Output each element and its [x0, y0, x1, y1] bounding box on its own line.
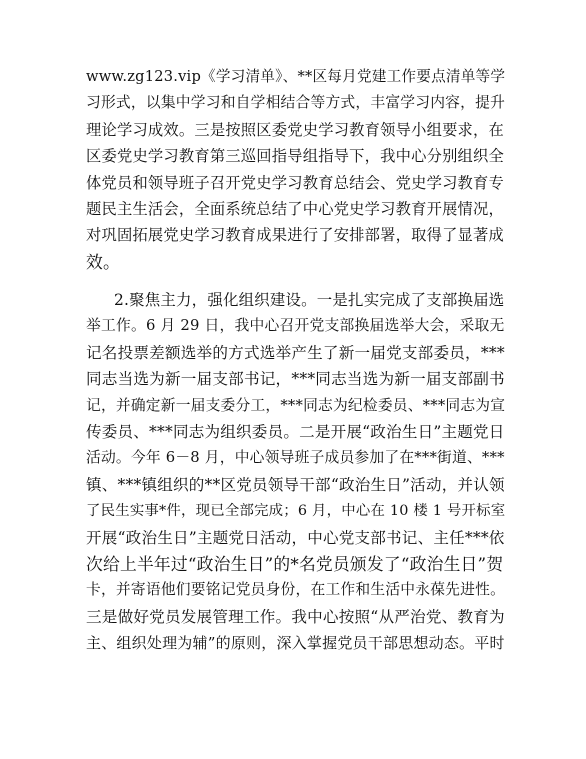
paragraph-1-line: 区委党史学习教育第三巡回指导组指导下，我中心分别组织全 [86, 147, 504, 166]
paragraph-1-line: 理论学习成效。三是按照区委党史学习教育领导小组要求，在 [86, 120, 504, 139]
paragraph-2-line: 2.聚焦主力，强化组织建设。一是扎实完成了支部换届选 [114, 291, 505, 309]
paragraph-2-line: 同志当选为新一届支部书记，***同志当选为新一届支部副书 [86, 370, 505, 389]
paragraph-2-line: 次给上半年过“政治生日”的*名党员颁发了“政治生日”贺 [86, 553, 504, 574]
paragraph-2-line: 主、组织处理为辅”的原则，深入掌握党员干部思想动态。平时 [86, 634, 505, 653]
paragraph-1-line: 习形式，以集中学习和自学相结合等方式，丰富学习内容，提升 [86, 94, 506, 112]
paragraph-2 [86, 287, 504, 656]
paragraph-1-line: 题民主生活会，全面系统总结了中心党史学习教育开展情况， [86, 199, 504, 218]
paragraph-2-line: 记名投票差额选举的方式选举产生了新一届党支部委员，*** [86, 343, 505, 362]
paragraph-2-line: 三是做好党员发展管理工作。我中心按照“从严治党、教育为 [86, 607, 505, 626]
paragraph-1-line: www.zg123.vip《学习清单》、**区每月党建工作要点清单等学 [86, 68, 506, 85]
paragraph-2-line: 记，并确定新一届支委分工，***同志为纪检委员、***同志为宣 [86, 396, 506, 414]
paragraph-1-line: 对巩固拓展党史学习教育成果进行了安排部署，取得了显著成 [86, 226, 504, 245]
paragraph-1-line: 效。 [86, 251, 120, 272]
paragraph-2-line: 活动。今年 6－8 月，中心领导班子成员参加了在***街道、*** [86, 449, 505, 467]
paragraph-1-line: 体党员和领导班子召开党史学习教育总结会、党史学习教育专 [86, 173, 504, 192]
paragraph-2-line: 镇、***镇组织的**区党员领导干部“政治生日”活动，并认领 [86, 475, 505, 494]
paragraph-2-line: 了民生实事*件，现已全部完成；6 月，中心在 10 楼 1 号开标室 [86, 503, 506, 520]
paragraph-2-line: 开展“政治生日”主题党日活动，中心党支部书记、主任***依 [86, 528, 505, 547]
paragraph-2-line: 传委员、***同志为组织委员。二是开展“政治生日”主题党日 [86, 422, 505, 441]
paragraph-1 [86, 64, 504, 275]
paragraph-2-line: 卡，并寄语他们要铭记党员身份，在工作和生活中永葆先进性。 [86, 581, 506, 599]
paragraph-2-line: 举工作。6 月 29 日，我中心召开党支部换届选举大会，采取无 [86, 317, 505, 335]
